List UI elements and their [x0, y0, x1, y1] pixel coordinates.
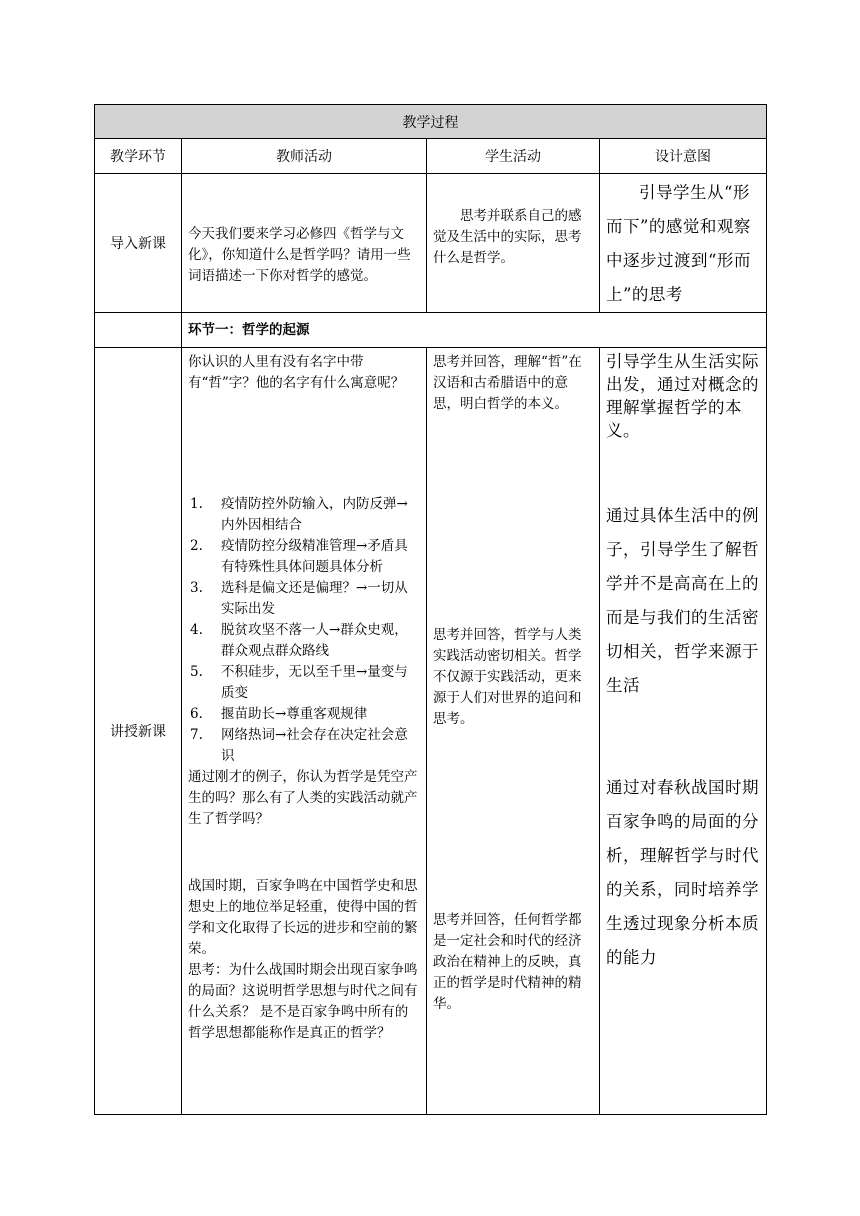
example-list-item: [188, 620, 420, 662]
lecture-teacher-q1: 你认识的人里有没有名字中带有“哲”字？他的名字有什么寓意呢？: [188, 354, 405, 391]
table-title-row: [95, 105, 767, 139]
teaching-process-table: [94, 104, 767, 1115]
example-list-text: 疫情防控外防输入，内防反弹→内外因相结合: [221, 496, 408, 533]
lecture-teacher-cell: [182, 348, 427, 1115]
intro-intent-cell: [600, 174, 767, 313]
example-list-item: [188, 578, 420, 620]
section1-title: 环节一：哲学的起源: [182, 313, 767, 348]
example-list-item: [188, 536, 420, 578]
lecture-student-a3: 思考并回答，任何哲学都是一定社会和时代的经济政治在精神上的反映，真正的哲学是时代精神的精华。: [433, 912, 582, 1012]
lecture-student-a2: 思考并回答，哲学与人类实践活动密切相关。哲学不仅源于实践活动，更来源于人们对世界的追问和思考。: [433, 627, 582, 727]
lecture-intent-cell: [600, 348, 767, 1115]
lecture-student-cell: [427, 348, 600, 1115]
intro-student-text: 思考并联系自己的感觉及生活中的实际，思考什么是哲学。: [433, 208, 582, 266]
example-list-item: [188, 494, 420, 536]
table-header-row: [95, 139, 767, 174]
example-list-text: 不积硅步，无以至千里→量变与质变: [221, 664, 408, 701]
lecture-intent-2: 通过具体生活中的例子，引导学生了解哲学并不是高高在上的而是与我们的生活密切相关，哲学来源于生活: [606, 506, 759, 695]
lecture-teacher-q2: 通过刚才的例子，你认为哲学是凭空产生的吗？那么有了人类的实践活动就产生了哲学吗？: [188, 769, 418, 827]
lecture-teacher-p3: 战国时期，百家争鸣在中国哲学史和思想史上的地位举足轻重，使得中国的哲学和文化取得了长远的进步和空前的繁荣。: [188, 878, 418, 957]
example-list-number: 5.: [190, 664, 203, 680]
intro-intent-text: 引导学生从“形而下”的感觉和观察中逐步过渡到“形而上”的思考: [606, 183, 751, 304]
lecture-intent-3: 通过对春秋战国时期百家争鸣的局面的分析，理解哲学与时代的关系，同时培养学生透过现象分析本质的能力: [606, 778, 759, 967]
intro-teacher-text: 今天我们要来学习必修四《哲学与文化》，你知道什么是哲学吗？请用一些词语描述一下你对哲学的感觉。: [188, 226, 411, 284]
header-stage: 教学环节: [95, 139, 182, 174]
example-list-number: 3.: [190, 580, 203, 596]
example-list-text: 揠苗助长→尊重客观规律: [221, 706, 368, 722]
header-design-intent: 设计意图: [600, 139, 767, 174]
example-list-number: 4.: [190, 622, 203, 638]
lecture-intent-1: 引导学生从生活实际出发，通过对概念的理解掌握哲学的本义。: [606, 352, 759, 440]
example-list-number: 6.: [190, 706, 203, 722]
section1-row: [95, 313, 767, 348]
header-teacher-activity: 教师活动: [182, 139, 427, 174]
lecture-student-a1: 思考并回答，理解“哲”在汉语和古希腊语中的意思，明白哲学的本义。: [433, 354, 582, 412]
lecture-teacher-p4: 思考：为什么战国时期会出现百家争鸣的局面？这说明哲学思想与时代之间有什么关系？ 是不是百家争鸣中所有的哲学思想都能称作是真正的哲学？: [188, 962, 418, 1041]
example-list-item: [188, 662, 420, 704]
example-list-text: 脱贫攻坚不落一人→群众史观，群众观点群众路线: [221, 622, 408, 659]
teacher-example-list: [188, 494, 420, 767]
example-list-number: 1.: [190, 496, 203, 512]
intro-row: [95, 174, 767, 313]
lecture-row: [95, 348, 767, 1115]
example-list-item: [188, 704, 420, 725]
header-student-activity: 学生活动: [427, 139, 600, 174]
example-list-text: 网络热词→社会存在决定社会意识: [221, 727, 408, 764]
example-list-text: 选科是偏文还是偏理？→一切从实际出发: [221, 580, 408, 617]
example-list-item: [188, 725, 420, 767]
example-list-text: 疫情防控分级精准管理→矛盾具有特殊性具体问题具体分析: [221, 538, 408, 575]
intro-teacher-cell: [182, 174, 427, 313]
example-list-number: 2.: [190, 538, 203, 554]
intro-stage: 导入新课: [95, 174, 182, 313]
table-title: 教学过程: [95, 105, 767, 139]
intro-student-cell: [427, 174, 600, 313]
section1-empty-cell: [95, 313, 182, 348]
lecture-stage: 讲授新课: [95, 348, 182, 1115]
example-list-number: 7.: [190, 727, 203, 743]
